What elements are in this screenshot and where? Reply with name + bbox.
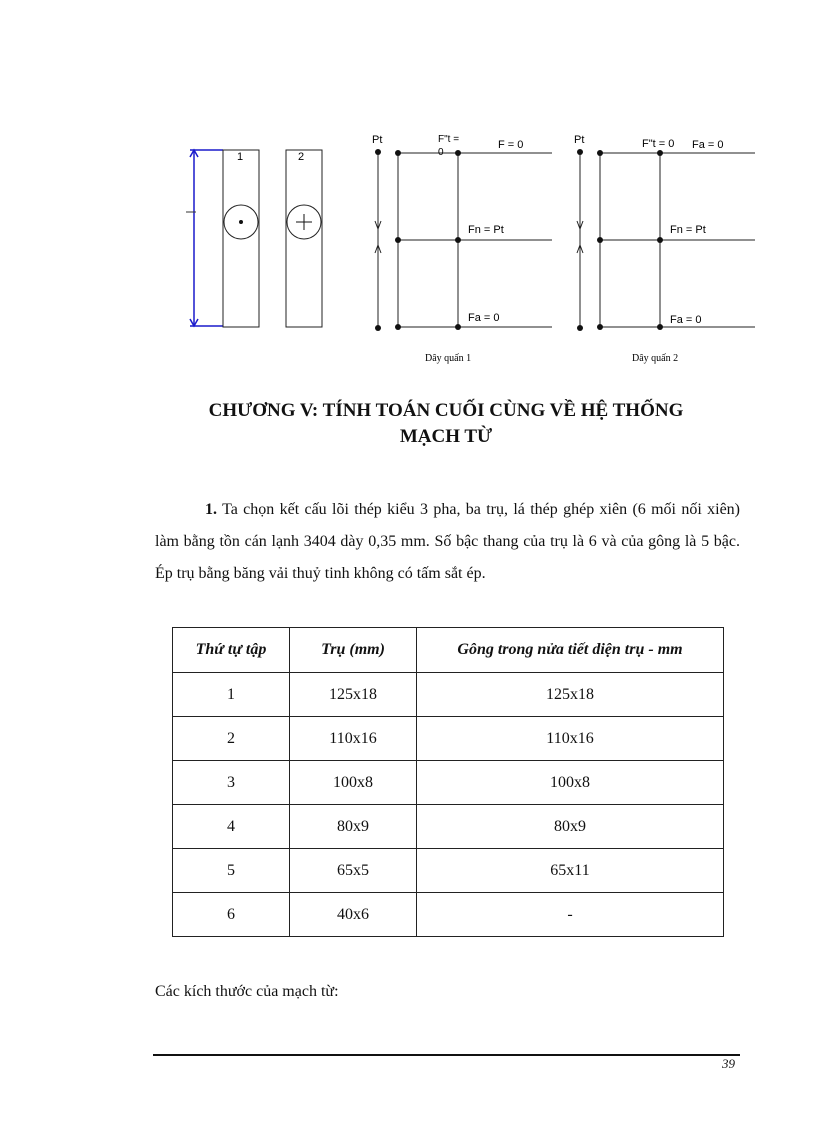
dot-icon xyxy=(239,220,243,224)
table-cell: 5 xyxy=(173,849,290,893)
table-cell: 100x8 xyxy=(290,761,417,805)
paragraph-number: 1. xyxy=(205,501,217,518)
plus-icon xyxy=(296,214,312,230)
section-caption: Các kích thước của mạch từ: xyxy=(155,983,339,1000)
table-cell: 2 xyxy=(173,717,290,761)
diagram-winding-1 xyxy=(372,134,552,364)
diagram-1-caption: Dây quấn 1 xyxy=(425,353,472,364)
table-cell: 65x11 xyxy=(417,849,724,893)
header-cell: Trụ (mm) xyxy=(290,628,417,673)
footer-divider xyxy=(153,1054,740,1056)
chapter-title-line-1: CHƯƠNG V: TÍNH TOÁN CUỐI CÙNG VỀ HỆ THỐNG xyxy=(208,400,684,421)
f-label-1: F = 0 xyxy=(498,139,524,151)
table-row xyxy=(173,893,724,937)
column-1-label: 1 xyxy=(237,151,244,163)
fa-label-2: Fa = 0 xyxy=(670,314,702,326)
table-cell: 40x6 xyxy=(290,893,417,937)
chapter-title-line-2: MẠCH TỪ xyxy=(399,426,493,447)
table-cell: 125x18 xyxy=(417,673,724,717)
body-paragraph xyxy=(155,494,740,590)
table-cell: 65x5 xyxy=(290,849,417,893)
table-row xyxy=(173,717,724,761)
table-row xyxy=(173,805,724,849)
diagram-winding-2 xyxy=(574,134,755,364)
header-cell: Thứ tự tập xyxy=(173,628,290,673)
table-cell: 125x18 xyxy=(290,673,417,717)
table-header-row xyxy=(173,628,724,673)
page-number: 39 xyxy=(722,1056,735,1071)
table-row xyxy=(173,761,724,805)
ft-label-2: F"t = 0 xyxy=(642,138,675,150)
ft-label-1: F"t = xyxy=(438,134,460,145)
table-cell: 6 xyxy=(173,893,290,937)
paragraph-text: Ta chọn kết cấu lõi thép kiểu 3 pha, ba trụ, lá thép ghép xiên (6 mối nối xiên) làm bằng tồn cán lạnh 3404 dày 0,35 mm. Số bậc thang của trụ là 6 và của gông là 5 bậc. Ép trụ bằng băng vải thuỷ tinh không có tấm sắt ép. xyxy=(155,501,740,582)
table-cell: 3 xyxy=(173,761,290,805)
table-cell: 110x16 xyxy=(290,717,417,761)
header-cell: Gông trong nửa tiết diện trụ - mm xyxy=(417,628,724,673)
ft-label-1-value: 0 xyxy=(438,147,444,158)
fn-label-1: Fn = Pt xyxy=(468,224,504,236)
fa-label-1: Fa = 0 xyxy=(468,312,500,324)
dimension-line xyxy=(190,150,223,326)
table-cell: 80x9 xyxy=(290,805,417,849)
table-cell: - xyxy=(417,893,724,937)
table-row xyxy=(173,673,724,717)
diagram-2-caption: Dây quấn 2 xyxy=(632,353,679,364)
winding-diagram-figure xyxy=(0,0,816,380)
table-cell: 4 xyxy=(173,805,290,849)
core-dimensions-table xyxy=(172,627,724,937)
column-2-label: 2 xyxy=(298,151,305,163)
table-row xyxy=(173,849,724,893)
table-cell: 110x16 xyxy=(417,717,724,761)
table-cell: 1 xyxy=(173,673,290,717)
table-cell: 80x9 xyxy=(417,805,724,849)
pt-label-2: Pt xyxy=(574,134,585,146)
table-cell: 100x8 xyxy=(417,761,724,805)
pt-label-1: Pt xyxy=(372,134,383,146)
fn-label-2: Fn = Pt xyxy=(670,224,706,236)
fa-top-label-2: Fa = 0 xyxy=(692,139,724,151)
